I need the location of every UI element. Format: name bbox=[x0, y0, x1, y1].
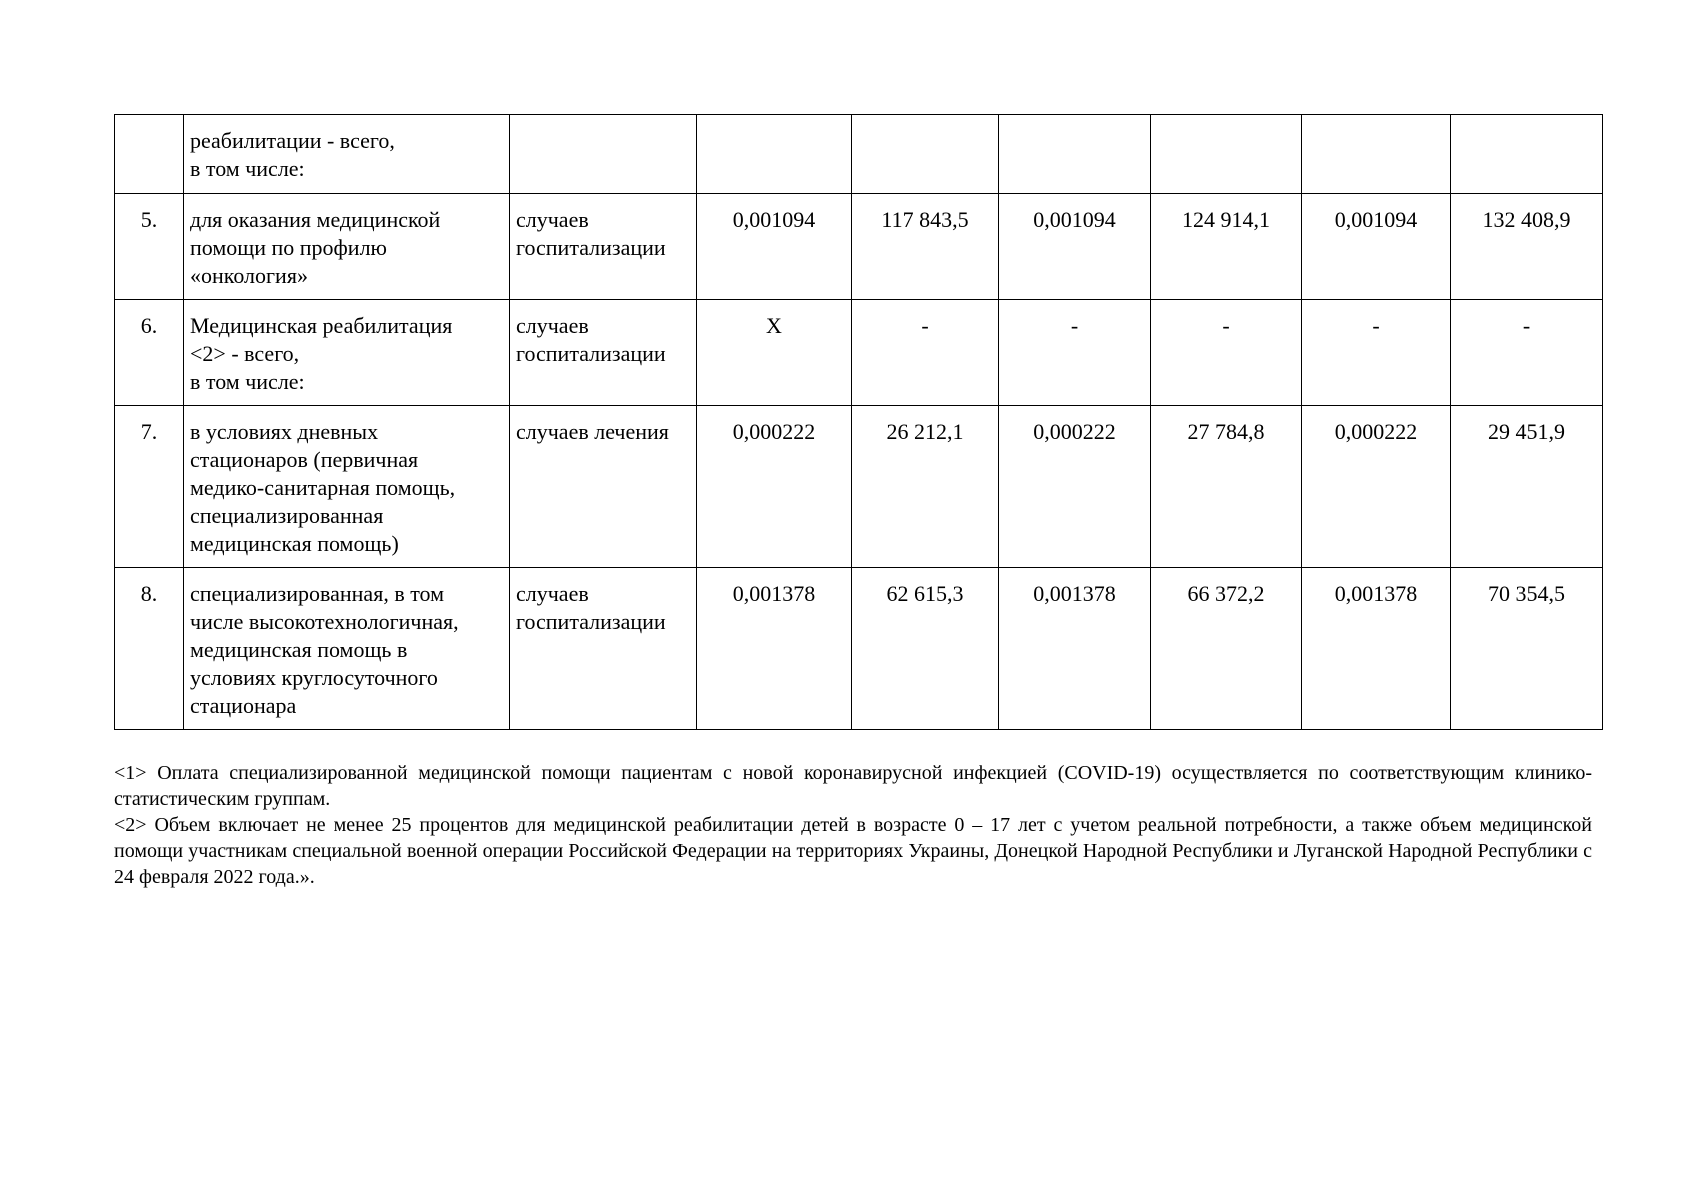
footnotes bbox=[114, 760, 1592, 890]
cell-value bbox=[1302, 115, 1451, 194]
row-unit: случаев госпитализации bbox=[510, 300, 697, 406]
footnote-1: <1> Оплата специализированной медицинской помощи пациентам с новой коронавирусной инфекцией (COVID-19) осуществляется по соответствующим клинико-статистическим группам. bbox=[114, 762, 1592, 810]
cell-value: 70 354,5 bbox=[1451, 568, 1603, 730]
cell-value: 0,001094 bbox=[1302, 194, 1451, 300]
table-row bbox=[115, 115, 1603, 194]
row-number: 6. bbox=[115, 300, 184, 406]
cell-value bbox=[1451, 115, 1603, 194]
cell-value: 132 408,9 bbox=[1451, 194, 1603, 300]
cell-value: 26 212,1 bbox=[852, 406, 999, 568]
row-name: для оказания медицинской помощи по профилю «онкология» bbox=[184, 194, 510, 300]
table-row bbox=[115, 568, 1603, 730]
cell-value: 124 914,1 bbox=[1151, 194, 1302, 300]
cell-value: 0,001094 bbox=[697, 194, 852, 300]
cell-value: - bbox=[1451, 300, 1603, 406]
cell-value: 0,000222 bbox=[1302, 406, 1451, 568]
footnote-2: <2> Объем включает не менее 25 процентов для медицинской реабилитации детей в возрасте 0 – 17 лет с учетом реальной потребности, а также объем медицинской помощи участникам специальной военной операции Российской Федерации на территориях Украины, Донецкой Народной Республики и Луганской Народной Республики с 24 февраля 2022 года.». bbox=[114, 814, 1592, 888]
cell-value bbox=[999, 115, 1151, 194]
row-unit: случаев лечения bbox=[510, 406, 697, 568]
table-row bbox=[115, 194, 1603, 300]
cell-value: - bbox=[1302, 300, 1451, 406]
cell-value: - bbox=[852, 300, 999, 406]
cell-value: 0,001378 bbox=[999, 568, 1151, 730]
cell-value: 0,000222 bbox=[999, 406, 1151, 568]
row-number: 5. bbox=[115, 194, 184, 300]
cell-value: 29 451,9 bbox=[1451, 406, 1603, 568]
cell-value: 62 615,3 bbox=[852, 568, 999, 730]
cell-value: 66 372,2 bbox=[1151, 568, 1302, 730]
row-number bbox=[115, 115, 184, 194]
cell-value bbox=[1151, 115, 1302, 194]
cell-value: 0,001378 bbox=[1302, 568, 1451, 730]
data-table bbox=[114, 114, 1603, 730]
row-name: Медицинская реабилитация <2> - всего, в том числе: bbox=[184, 300, 510, 406]
cell-value: X bbox=[697, 300, 852, 406]
row-unit: случаев госпитализации bbox=[510, 194, 697, 300]
cell-value: 27 784,8 bbox=[1151, 406, 1302, 568]
cell-value: 117 843,5 bbox=[852, 194, 999, 300]
cell-value bbox=[697, 115, 852, 194]
cell-value: 0,001378 bbox=[697, 568, 852, 730]
cell-value: - bbox=[1151, 300, 1302, 406]
row-name: реабилитации - всего, в том числе: bbox=[184, 115, 510, 194]
table-row bbox=[115, 300, 1603, 406]
row-unit: случаев госпитализации bbox=[510, 568, 697, 730]
cell-value: 0,001094 bbox=[999, 194, 1151, 300]
row-name: специализированная, в том числе высокотехнологичная, медицинская помощь в условиях круглосуточного стационара bbox=[184, 568, 510, 730]
row-number: 8. bbox=[115, 568, 184, 730]
cell-value: - bbox=[999, 300, 1151, 406]
cell-value bbox=[852, 115, 999, 194]
row-name: в условиях дневных стационаров (первичная медико-санитарная помощь, специализированная медицинская помощь) bbox=[184, 406, 510, 568]
table-row bbox=[115, 406, 1603, 568]
row-number: 7. bbox=[115, 406, 184, 568]
cell-value: 0,000222 bbox=[697, 406, 852, 568]
row-unit bbox=[510, 115, 697, 194]
